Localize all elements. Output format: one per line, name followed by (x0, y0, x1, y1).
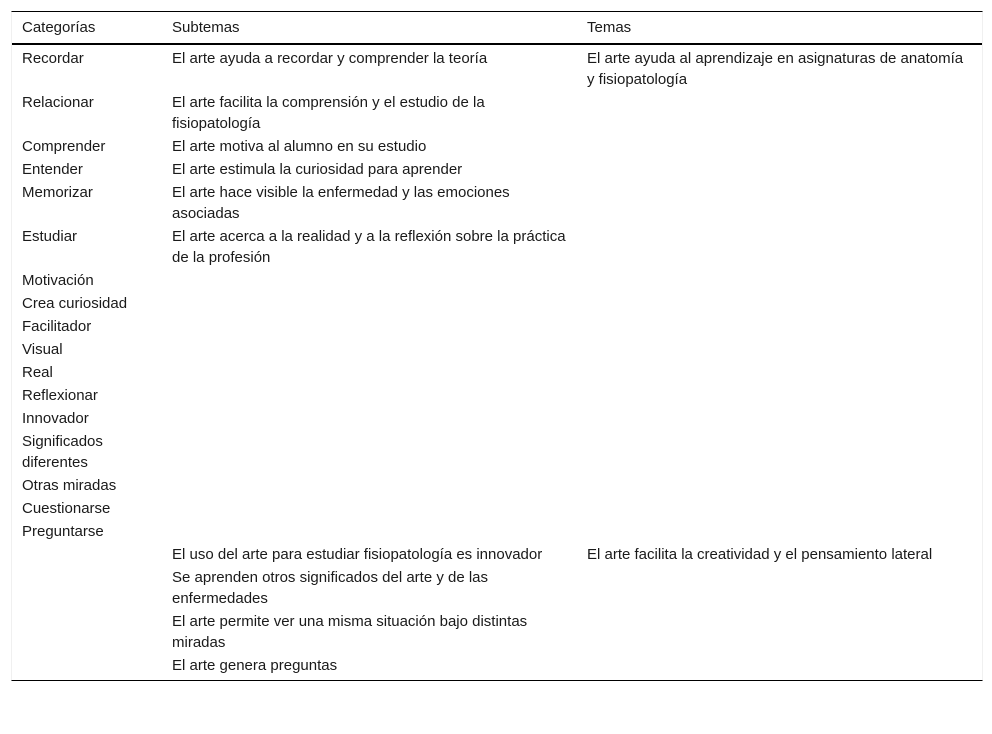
cell-categoria: Real (22, 364, 53, 381)
cell-subtema (162, 519, 577, 542)
cell-subtema: El arte genera preguntas (172, 657, 338, 674)
cell-categoria (12, 565, 162, 609)
cell-tema: El arte ayuda al aprendizaje en asignaturas de anatomía y fisiopatología (587, 50, 964, 88)
table-row (12, 429, 982, 473)
cell-categoria: Relacionar (22, 94, 94, 111)
header-subtemas: Subtemas (162, 12, 577, 44)
cell-subtema (162, 360, 577, 383)
table-row (12, 268, 982, 291)
header-categorias: Categorías (12, 12, 162, 44)
table-row (12, 496, 982, 519)
cell-tema (577, 291, 982, 314)
cell-subtema: Se aprenden otros significados del arte y de las enfermedades (172, 569, 489, 607)
cell-categoria: Significados diferentes (22, 433, 103, 471)
cell-tema (577, 519, 982, 542)
cell-tema (577, 406, 982, 429)
cell-tema (577, 224, 982, 268)
table-row (12, 44, 982, 90)
table-row (12, 609, 982, 653)
cell-subtema: El arte estimula la curiosidad para aprender (172, 161, 463, 178)
cell-categoria: Cuestionarse (22, 500, 111, 517)
table-row (12, 473, 982, 496)
table-row (12, 519, 982, 542)
cell-tema (577, 134, 982, 157)
results-table (12, 12, 982, 680)
header-temas: Temas (577, 12, 982, 44)
cell-subtema (162, 268, 577, 291)
cell-tema (577, 90, 982, 134)
table-row (12, 224, 982, 268)
cell-subtema: El uso del arte para estudiar fisiopatología es innovador (172, 546, 543, 563)
table-bottom-spacer (12, 676, 982, 680)
cell-tema: El arte facilita la creatividad y el pensamiento lateral (587, 546, 933, 563)
cell-tema (577, 565, 982, 609)
results-table-container (11, 11, 983, 681)
cell-tema (577, 496, 982, 519)
cell-subtema (162, 406, 577, 429)
cell-categoria: Innovador (22, 410, 89, 427)
cell-categoria: Motivación (22, 272, 94, 289)
cell-tema (577, 609, 982, 653)
table-row (12, 314, 982, 337)
cell-categoria: Entender (22, 161, 83, 178)
cell-categoria (12, 609, 162, 653)
cell-subtema (162, 496, 577, 519)
cell-categoria: Preguntarse (22, 523, 104, 540)
table-row (12, 180, 982, 224)
cell-tema (577, 337, 982, 360)
cell-subtema: El arte ayuda a recordar y comprender la teoría (172, 50, 488, 67)
cell-subtema (162, 429, 577, 473)
cell-tema (577, 653, 982, 676)
cell-tema (577, 180, 982, 224)
table-row (12, 134, 982, 157)
cell-tema (577, 157, 982, 180)
cell-categoria: Otras miradas (22, 477, 117, 494)
table-row (12, 565, 982, 609)
table-row (12, 291, 982, 314)
table-row (12, 360, 982, 383)
cell-tema (577, 429, 982, 473)
cell-tema (577, 473, 982, 496)
cell-tema (577, 383, 982, 406)
table-row (12, 383, 982, 406)
cell-subtema: El arte hace visible la enfermedad y las emociones asociadas (172, 184, 510, 222)
cell-categoria: Visual (22, 341, 63, 358)
cell-subtema: El arte acerca a la realidad y a la reflexión sobre la práctica de la profesión (172, 228, 566, 266)
cell-subtema (162, 291, 577, 314)
cell-categoria (12, 542, 162, 565)
table-row (12, 337, 982, 360)
table-row (12, 406, 982, 429)
cell-subtema (162, 383, 577, 406)
cell-subtema: El arte facilita la comprensión y el estudio de la fisiopatología (172, 94, 485, 132)
cell-categoria: Reflexionar (22, 387, 98, 404)
table-row (12, 90, 982, 134)
cell-categoria: Comprender (22, 138, 106, 155)
cell-subtema (162, 337, 577, 360)
cell-categoria: Crea curiosidad (22, 295, 128, 312)
cell-categoria: Memorizar (22, 184, 93, 201)
cell-categoria: Facilitador (22, 318, 92, 335)
table-row (12, 653, 982, 676)
cell-subtema: El arte motiva al alumno en su estudio (172, 138, 427, 155)
cell-categoria: Estudiar (22, 228, 78, 245)
table-row (12, 157, 982, 180)
cell-subtema: El arte permite ver una misma situación bajo distintas miradas (172, 613, 528, 651)
table-header-row (12, 12, 982, 44)
cell-categoria: Recordar (22, 50, 84, 67)
cell-tema (577, 268, 982, 291)
cell-tema (577, 360, 982, 383)
cell-subtema (162, 473, 577, 496)
cell-categoria (12, 653, 162, 676)
table-row (12, 542, 982, 565)
cell-subtema (162, 314, 577, 337)
cell-tema (577, 314, 982, 337)
